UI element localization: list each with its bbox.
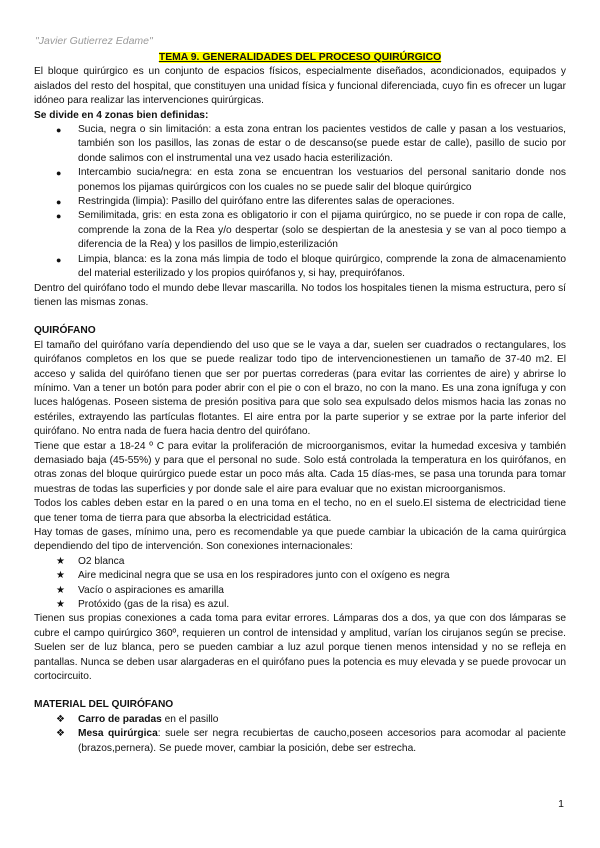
star-icon: ★ <box>56 555 65 567</box>
quirofano-paragraph-1: El tamaño del quirófano varía dependiendo del uso que se le vaya a dar, suelen ser cuadrados o rectangulares, los quirófanos completos en los que se puede realizar todo tipo de intervencionestienen un tamaño de 37-40 m2. El acceso y salida del quirófano tienen que ser por puertas correderas (para evitar las corrientes de aire) y abrirse lo mínimo. Van a tener un botón para poder abrir con el pie o con el brazo, no con la mano. Es una zona ignífuga y con luces halógenas. Poseen sistema de presión positiva para que solo sea expulsado delos mismos hacia las zonas no estériles, extrayendo las partículas flotantes. El aire entra por la parte superior y se extrae por la parte inferior del quirófano. No entra nada de fuera hacia dentro del quirófano. <box>34 339 566 438</box>
diamond-bullet-icon: ❖ <box>56 713 65 725</box>
bullet-icon: ● <box>56 125 62 136</box>
quirofano-paragraph-5: Tienen sus propias conexiones a cada toma para evitar errores. Lámparas dos a dos, ya que con dos lámparas se cubre el campo quirúrgico 360º, requieren un control de intensidad y amplitud, varían los cirujanos según se precise. Suelen ser de luz blanca, pero se pueden cambiar a luz azul porque tienen menos intensidad y no se refleja en pantallas. Nunca se deben usar alargaderas en el quirófano pues la potencia es muy elevada y se puede provocar un cortocircuito. <box>34 613 566 683</box>
zones-list <box>34 123 566 281</box>
list-item: ★ Aire medicinal negra que se usa en los respiradores junto con el oxígeno es negra <box>34 569 566 583</box>
bullet-icon: ● <box>56 197 62 208</box>
star-icon: ★ <box>56 584 65 596</box>
list-item: ★ Protóxido (gas de la risa) es azul. <box>34 598 566 612</box>
list-item: ● Semilimitada, gris: en esta zona es obligatorio ir con el pijama quirúrgico, no se puede ir con ropa de calle, comprende la zona de la Rea y/o despertar (solo se despiertan de la anestesia y se van al poco tiempo a diferencia de la Rea) y los pasillos de limpio,esterilización <box>56 210 566 251</box>
section-heading-quirofano: QUIRÓFANO <box>34 325 96 337</box>
section-heading-material: MATERIAL DEL QUIRÓFANO <box>34 699 174 711</box>
list-item: ● Limpia, blanca: es la zona más limpia de todo el bloque quirúrgico, comprende la zona de almacenamiento del material esterilizado y los propios quirófanos y, si hay, prequirófanos. <box>56 253 566 280</box>
list-item: ★ Vacío o aspiraciones es amarilla <box>34 584 566 598</box>
intro-paragraph: El bloque quirúrgico es un conjunto de espacios físicos, especialmente diseñados, acondicionados, equipados y aislados del resto del hospital, que constituyen una unidad física y funcional diferenciada, cuyo fin es ofrecer un lugar idóneo para realizar las intervenciones quirúrgicas. <box>34 66 566 107</box>
header-author: "Javier Gutierrez Edame" <box>35 35 153 47</box>
bullet-icon: ● <box>56 211 62 222</box>
gases-list <box>34 555 566 613</box>
diamond-bullet-icon: ❖ <box>56 728 65 740</box>
bullet-icon: ● <box>56 254 62 265</box>
zones-heading: Se divide en 4 zonas bien definidas: <box>34 109 209 121</box>
list-item: ★ O2 blanca <box>34 555 566 569</box>
list-item: ● Sucia, negra o sin limitación: a esta zona entran los pacientes vestidos de calle y pasan a los vestuarios, también son los pasillos, las zonas de estar o de descanso(se puede estar de calle), pasillo de sucio por donde salimos con el instrumental una vez usado hacia esterilización. <box>56 124 566 164</box>
star-icon: ★ <box>56 570 65 582</box>
quirofano-paragraph-4: Hay tomas de gases, mínimo una, pero es recomendable ya que puede cambiar la ubicación de la cama quirúrgica dependiendo del tipo de intervención. Son conexiones internacionales: <box>34 527 566 553</box>
list-item: ● Intercambio sucia/negra: en esta zona se encuentran los vestuarios del personal sanitario donde nos ponemos los pijamas quirúrgicos con los cuales no se puede salir del bloque quirúrgico <box>56 167 566 193</box>
list-item: ❖ Carro de paradas en el pasillo <box>34 713 566 727</box>
document-title: TEMA 9. GENERALIDADES DEL PROCESO QUIRÚRGICO <box>158 52 442 63</box>
quirofano-paragraph-2: Tiene que estar a 18-24 º C para evitar la proliferación de microorganismos, evitar la humedad excesiva y también demasiado baja (45-55%) y para que el personal no sude. Solo está controlada la temperatura en los quirófanos, en otras zonas del bloque quirúrgico puede estar un poco más alta. Cada 15 días-mes, se pasa una torunda para tomar muestras de todas las superficies y por donde sale el aire para evaluar que no existan microorganismos. <box>34 440 566 495</box>
page-number: 1 <box>558 798 564 810</box>
quirofano-paragraph-3: Todos los cables deben estar en la pared o en una toma en el techo, no en el suelo.El sistema de electricidad tiene que tener toma de tierra para que absorba la electricidad estática. <box>34 498 566 524</box>
list-item: ● Restringida (limpia): Pasillo del quirófano entre las diferentes salas de operaciones. <box>34 195 566 209</box>
bullet-icon: ● <box>56 168 62 179</box>
list-item: ❖ Mesa quirúrgica: suele ser negra recubiertas de caucho,poseen accesorios para acomodar al paciente (brazos,pernera). Se puede mover, cambiar la posición, debe ser estrecha. <box>56 728 566 754</box>
zones-after-paragraph: Dentro del quirófano todo el mundo debe llevar mascarilla. No todos los hospitales tienen la misma estructura, pero sí tienen las mismas zonas. <box>34 282 566 308</box>
star-icon: ★ <box>56 599 65 611</box>
document-body <box>34 51 566 756</box>
material-list <box>34 713 566 756</box>
